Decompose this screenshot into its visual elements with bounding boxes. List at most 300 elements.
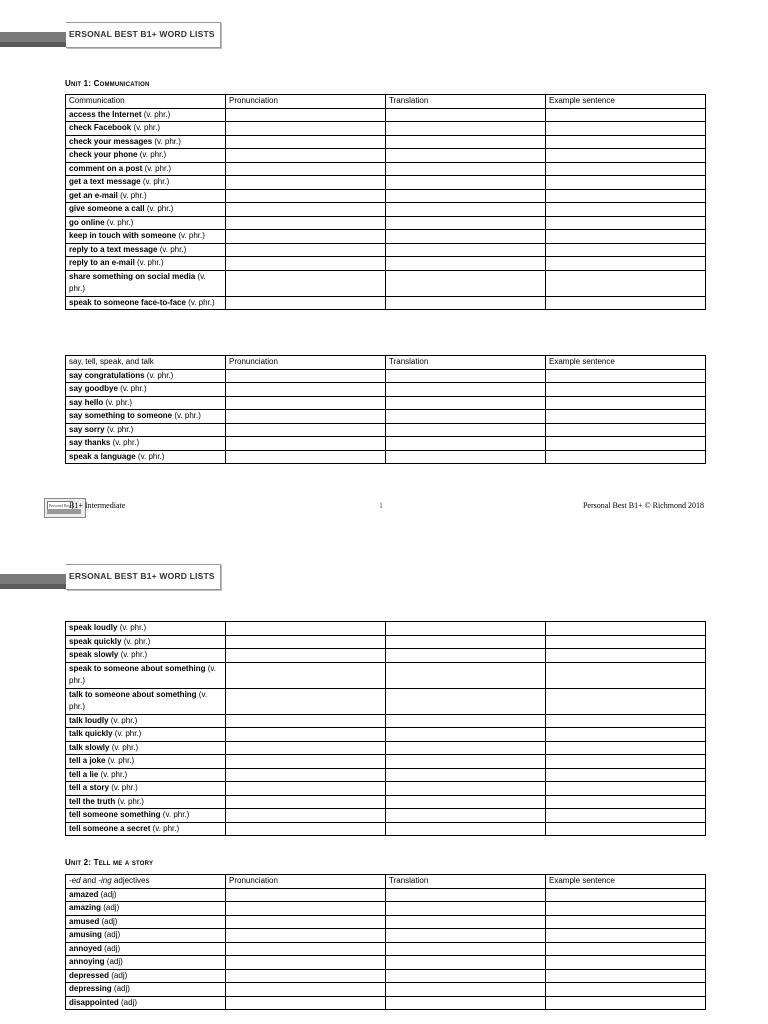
example-cell — [546, 216, 706, 230]
word-cell — [66, 649, 226, 663]
word-cell — [66, 782, 226, 796]
translation-cell — [386, 635, 546, 649]
word-cell — [66, 135, 226, 149]
pronunciation-cell — [226, 888, 386, 902]
pronunciation-cell — [226, 915, 386, 929]
pronunciation-cell — [226, 369, 386, 383]
word-text: get a text message — [69, 177, 141, 186]
word-cell — [66, 396, 226, 410]
pronunciation-cell — [226, 902, 386, 916]
word-cell — [66, 176, 226, 190]
word-text: check Facebook — [69, 123, 132, 132]
header-part: adjectives — [111, 876, 150, 885]
word-cell — [66, 983, 226, 997]
table-row — [66, 270, 706, 296]
example-cell — [546, 688, 706, 714]
example-cell — [546, 108, 706, 122]
word-text: depressed — [69, 970, 110, 980]
table-row — [66, 649, 706, 663]
header-word: say, tell, speak, and talk — [66, 356, 226, 370]
word-type: (adj) — [111, 984, 130, 993]
example-cell — [546, 270, 706, 296]
table-row — [66, 162, 706, 176]
table-row — [66, 622, 706, 636]
pronunciation-cell — [226, 714, 386, 728]
pronunciation-cell — [226, 216, 386, 230]
table-row — [66, 755, 706, 769]
pronunciation-cell — [226, 688, 386, 714]
word-text: annoyed — [69, 943, 102, 953]
word-type: (adj) — [99, 916, 118, 926]
word-type: (adj) — [101, 943, 121, 953]
word-cell — [66, 162, 226, 176]
header-translation: Translation — [386, 95, 546, 109]
word-type: (v. phr.) — [104, 424, 134, 434]
example-cell — [546, 635, 706, 649]
word-text: say sorry — [69, 424, 105, 434]
word-cell — [66, 149, 226, 163]
table-row — [66, 969, 706, 983]
word-cell — [66, 768, 226, 782]
word-text: talk to someone about something — [69, 689, 197, 699]
word-type: (adj) — [118, 997, 138, 1007]
example-cell — [546, 176, 706, 190]
example-cell — [546, 915, 706, 929]
example-cell — [546, 714, 706, 728]
header-pronunciation: Pronunciation — [226, 95, 386, 109]
pronunciation-cell — [226, 189, 386, 203]
pronunciation-cell — [226, 662, 386, 688]
word-type: (adj) — [109, 970, 128, 980]
header-word — [66, 875, 226, 889]
table-row — [66, 768, 706, 782]
unit-heading: Unit 1: Communication — [65, 79, 150, 88]
word-text: access the Internet — [69, 109, 142, 119]
header-translation: Translation — [386, 875, 546, 889]
example-cell — [546, 888, 706, 902]
unit-heading-2: Unit 2: Tell me a story — [65, 858, 154, 867]
header-word: Communication — [66, 95, 226, 109]
pronunciation-cell — [226, 108, 386, 122]
word-type: (v. phr.) — [104, 217, 134, 227]
translation-cell — [386, 714, 546, 728]
word-type: (v. phr.) — [121, 636, 151, 646]
example-cell — [546, 189, 706, 203]
example-cell — [546, 649, 706, 663]
table-row — [66, 243, 706, 257]
word-type: (v. phr.) — [112, 729, 142, 738]
word-type: (v. phr.) — [105, 756, 135, 765]
translation-cell — [386, 450, 546, 464]
example-cell — [546, 203, 706, 217]
word-cell — [66, 915, 226, 929]
word-type: (v. phr.) — [109, 742, 139, 752]
example-cell — [546, 929, 706, 943]
table-row — [66, 688, 706, 714]
word-table-speak-talk-tell — [65, 621, 706, 836]
example-cell — [546, 423, 706, 437]
translation-cell — [386, 383, 546, 397]
table-row — [66, 450, 706, 464]
example-cell — [546, 122, 706, 136]
word-text: say something to someone — [69, 411, 173, 420]
translation-cell — [386, 410, 546, 424]
word-cell — [66, 795, 226, 809]
example-cell — [546, 782, 706, 796]
header-title: ERSONAL BEST B1+ WORD LISTS — [69, 29, 215, 39]
word-text: talk loudly — [69, 715, 109, 725]
pronunciation-cell — [226, 768, 386, 782]
pronunciation-cell — [226, 270, 386, 296]
example-cell — [546, 383, 706, 397]
example-cell — [546, 410, 706, 424]
table-row — [66, 189, 706, 203]
pronunciation-cell — [226, 203, 386, 217]
table-row — [66, 795, 706, 809]
word-cell — [66, 714, 226, 728]
pronunciation-cell — [226, 383, 386, 397]
word-text: check your phone — [69, 150, 138, 159]
word-text: say goodbye — [69, 384, 118, 393]
word-type: (v. phr.) — [160, 810, 190, 819]
page-header — [0, 22, 222, 48]
word-type: (v. phr.) — [103, 397, 132, 407]
table-row — [66, 942, 706, 956]
table-row — [66, 635, 706, 649]
word-cell — [66, 996, 226, 1010]
translation-cell — [386, 888, 546, 902]
table-row — [66, 423, 706, 437]
translation-cell — [386, 216, 546, 230]
table-row — [66, 809, 706, 823]
table-row — [66, 216, 706, 230]
pronunciation-cell — [226, 437, 386, 451]
translation-cell — [386, 768, 546, 782]
table-row — [66, 135, 706, 149]
word-text: go online — [69, 217, 105, 227]
translation-cell — [386, 257, 546, 271]
word-type: (v. phr.) — [69, 663, 216, 685]
translation-cell — [386, 622, 546, 636]
translation-cell — [386, 662, 546, 688]
word-text: tell a lie — [69, 769, 99, 779]
table-row — [66, 149, 706, 163]
word-text: talk slowly — [69, 742, 110, 752]
header-part: -ing — [98, 876, 112, 885]
word-text: keep in touch with someone — [69, 231, 177, 240]
pronunciation-cell — [226, 996, 386, 1010]
pronunciation-cell — [226, 728, 386, 742]
example-cell — [546, 243, 706, 257]
table-row — [66, 929, 706, 943]
example-cell — [546, 902, 706, 916]
example-cell — [546, 822, 706, 836]
word-cell — [66, 216, 226, 230]
table-row — [66, 176, 706, 190]
word-text: say thanks — [69, 438, 111, 447]
word-cell — [66, 662, 226, 688]
translation-cell — [386, 956, 546, 970]
translation-cell — [386, 270, 546, 296]
header-bar — [0, 32, 66, 42]
word-text: amusing — [69, 930, 102, 939]
word-cell — [66, 755, 226, 769]
pronunciation-cell — [226, 755, 386, 769]
word-type: (v. phr.) — [110, 438, 140, 447]
word-cell — [66, 622, 226, 636]
word-cell — [66, 369, 226, 383]
word-type: (adj) — [98, 889, 117, 899]
word-type: (v. phr.) — [131, 123, 160, 132]
word-cell — [66, 243, 226, 257]
translation-cell — [386, 795, 546, 809]
word-text: reply to an e-mail — [69, 258, 135, 267]
example-cell — [546, 969, 706, 983]
table-row — [66, 741, 706, 755]
header-bar-shadow — [0, 42, 66, 47]
word-text: check your messages — [69, 136, 153, 146]
word-table-communication — [65, 94, 706, 310]
table-header-row — [66, 356, 706, 370]
translation-cell — [386, 741, 546, 755]
translation-cell — [386, 649, 546, 663]
word-type: (adj) — [101, 903, 120, 912]
translation-cell — [386, 809, 546, 823]
pronunciation-cell — [226, 149, 386, 163]
translation-cell — [386, 230, 546, 244]
translation-cell — [386, 135, 546, 149]
table-row — [66, 956, 706, 970]
header-part: -ed — [69, 876, 81, 885]
table-row — [66, 983, 706, 997]
table-row — [66, 383, 706, 397]
word-text: tell the truth — [69, 796, 116, 806]
word-text: speak to someone about something — [69, 663, 206, 673]
word-text: comment on a post — [69, 163, 143, 173]
word-type: (v. phr.) — [141, 109, 171, 119]
example-cell — [546, 809, 706, 823]
example-cell — [546, 728, 706, 742]
table-row — [66, 203, 706, 217]
word-type: (v. phr.) — [117, 384, 147, 393]
header-pronunciation: Pronunciation — [226, 875, 386, 889]
example-cell — [546, 996, 706, 1010]
table-row — [66, 437, 706, 451]
page-number: 1 — [379, 501, 383, 510]
pronunciation-cell — [226, 135, 386, 149]
translation-cell — [386, 437, 546, 451]
translation-cell — [386, 396, 546, 410]
table-row — [66, 108, 706, 122]
word-cell — [66, 410, 226, 424]
word-cell — [66, 383, 226, 397]
translation-cell — [386, 162, 546, 176]
word-text: depressing — [69, 984, 112, 993]
header-example: Example sentence — [546, 875, 706, 889]
word-cell — [66, 270, 226, 296]
word-type: (v. phr.) — [135, 451, 165, 461]
example-cell — [546, 622, 706, 636]
pronunciation-cell — [226, 969, 386, 983]
word-text: say hello — [69, 397, 104, 407]
word-type: (v. phr.) — [109, 783, 138, 792]
example-cell — [546, 296, 706, 310]
word-text: get an e-mail — [69, 190, 118, 200]
word-text: tell someone a secret — [69, 823, 151, 833]
word-text: disappointed — [69, 997, 119, 1007]
table-row — [66, 662, 706, 688]
pronunciation-cell — [226, 929, 386, 943]
table-row — [66, 296, 706, 310]
header-bar-shadow — [0, 584, 66, 589]
example-cell — [546, 983, 706, 997]
word-type: (v. phr.) — [152, 136, 181, 146]
word-type: (v. phr.) — [117, 623, 147, 632]
word-cell — [66, 956, 226, 970]
translation-cell — [386, 203, 546, 217]
example-cell — [546, 795, 706, 809]
pronunciation-cell — [226, 741, 386, 755]
footer-level: B1+ Intermediate — [69, 501, 126, 510]
pronunciation-cell — [226, 809, 386, 823]
translation-cell — [386, 149, 546, 163]
pronunciation-cell — [226, 410, 386, 424]
pronunciation-cell — [226, 396, 386, 410]
word-type: (v. phr.) — [185, 297, 215, 307]
word-text: tell someone something — [69, 810, 161, 819]
pronunciation-cell — [226, 983, 386, 997]
word-type: (v. phr.) — [69, 689, 208, 711]
example-cell — [546, 755, 706, 769]
word-cell — [66, 257, 226, 271]
translation-cell — [386, 122, 546, 136]
word-text: amused — [69, 916, 100, 926]
word-cell — [66, 423, 226, 437]
word-text: say congratulations — [69, 370, 145, 380]
word-text: annoying — [69, 957, 105, 966]
word-cell — [66, 108, 226, 122]
header-example: Example sentence — [546, 356, 706, 370]
pronunciation-cell — [226, 822, 386, 836]
word-type: (adj) — [104, 957, 123, 966]
pronunciation-cell — [226, 296, 386, 310]
pronunciation-cell — [226, 257, 386, 271]
example-cell — [546, 437, 706, 451]
translation-cell — [386, 942, 546, 956]
word-text: talk quickly — [69, 729, 113, 738]
word-cell — [66, 809, 226, 823]
header-box — [66, 22, 221, 48]
translation-cell — [386, 755, 546, 769]
table-row — [66, 257, 706, 271]
word-type: (v. phr.) — [142, 163, 172, 173]
word-text: amazing — [69, 903, 102, 912]
table-row — [66, 369, 706, 383]
word-cell — [66, 942, 226, 956]
word-text: share something on social media — [69, 271, 196, 281]
pronunciation-cell — [226, 122, 386, 136]
translation-cell — [386, 969, 546, 983]
example-cell — [546, 741, 706, 755]
example-cell — [546, 662, 706, 688]
word-text: speak quickly — [69, 636, 122, 646]
example-cell — [546, 230, 706, 244]
word-cell — [66, 296, 226, 310]
translation-cell — [386, 423, 546, 437]
pronunciation-cell — [226, 782, 386, 796]
example-cell — [546, 257, 706, 271]
table-header-row — [66, 875, 706, 889]
word-type: (v. phr.) — [115, 796, 144, 806]
word-type: (v. phr.) — [140, 177, 170, 186]
pronunciation-cell — [226, 230, 386, 244]
example-cell — [546, 396, 706, 410]
word-cell — [66, 728, 226, 742]
word-type: (v. phr.) — [118, 650, 148, 659]
word-table-adjectives — [65, 874, 706, 1010]
pronunciation-cell — [226, 649, 386, 663]
translation-cell — [386, 243, 546, 257]
translation-cell — [386, 983, 546, 997]
table-row — [66, 728, 706, 742]
translation-cell — [386, 929, 546, 943]
translation-cell — [386, 369, 546, 383]
pronunciation-cell — [226, 942, 386, 956]
word-text: give someone a call — [69, 204, 145, 213]
word-type: (v. phr.) — [176, 231, 205, 240]
translation-cell — [386, 728, 546, 742]
example-cell — [546, 956, 706, 970]
translation-cell — [386, 189, 546, 203]
word-type: (v. phr.) — [134, 258, 164, 267]
header-part: and — [80, 876, 99, 885]
example-cell — [546, 149, 706, 163]
translation-cell — [386, 822, 546, 836]
table-row — [66, 782, 706, 796]
table-row — [66, 996, 706, 1010]
word-cell — [66, 888, 226, 902]
header-box — [66, 564, 221, 590]
table-header-row — [66, 95, 706, 109]
word-cell — [66, 189, 226, 203]
word-type: (v. phr.) — [98, 769, 128, 779]
translation-cell — [386, 296, 546, 310]
header-bar — [0, 574, 66, 584]
pronunciation-cell — [226, 423, 386, 437]
pronunciation-cell — [226, 450, 386, 464]
table-row — [66, 888, 706, 902]
word-cell — [66, 437, 226, 451]
pronunciation-cell — [226, 162, 386, 176]
table-row — [66, 122, 706, 136]
pronunciation-cell — [226, 622, 386, 636]
example-cell — [546, 369, 706, 383]
translation-cell — [386, 108, 546, 122]
word-cell — [66, 902, 226, 916]
table-row — [66, 230, 706, 244]
word-cell — [66, 741, 226, 755]
word-type: (adj) — [101, 930, 121, 939]
word-text: speak slowly — [69, 650, 119, 659]
pronunciation-cell — [226, 956, 386, 970]
word-cell — [66, 688, 226, 714]
table-row — [66, 902, 706, 916]
table-row — [66, 822, 706, 836]
word-text: speak a language — [69, 451, 136, 461]
word-cell — [66, 929, 226, 943]
word-cell — [66, 822, 226, 836]
word-cell — [66, 203, 226, 217]
